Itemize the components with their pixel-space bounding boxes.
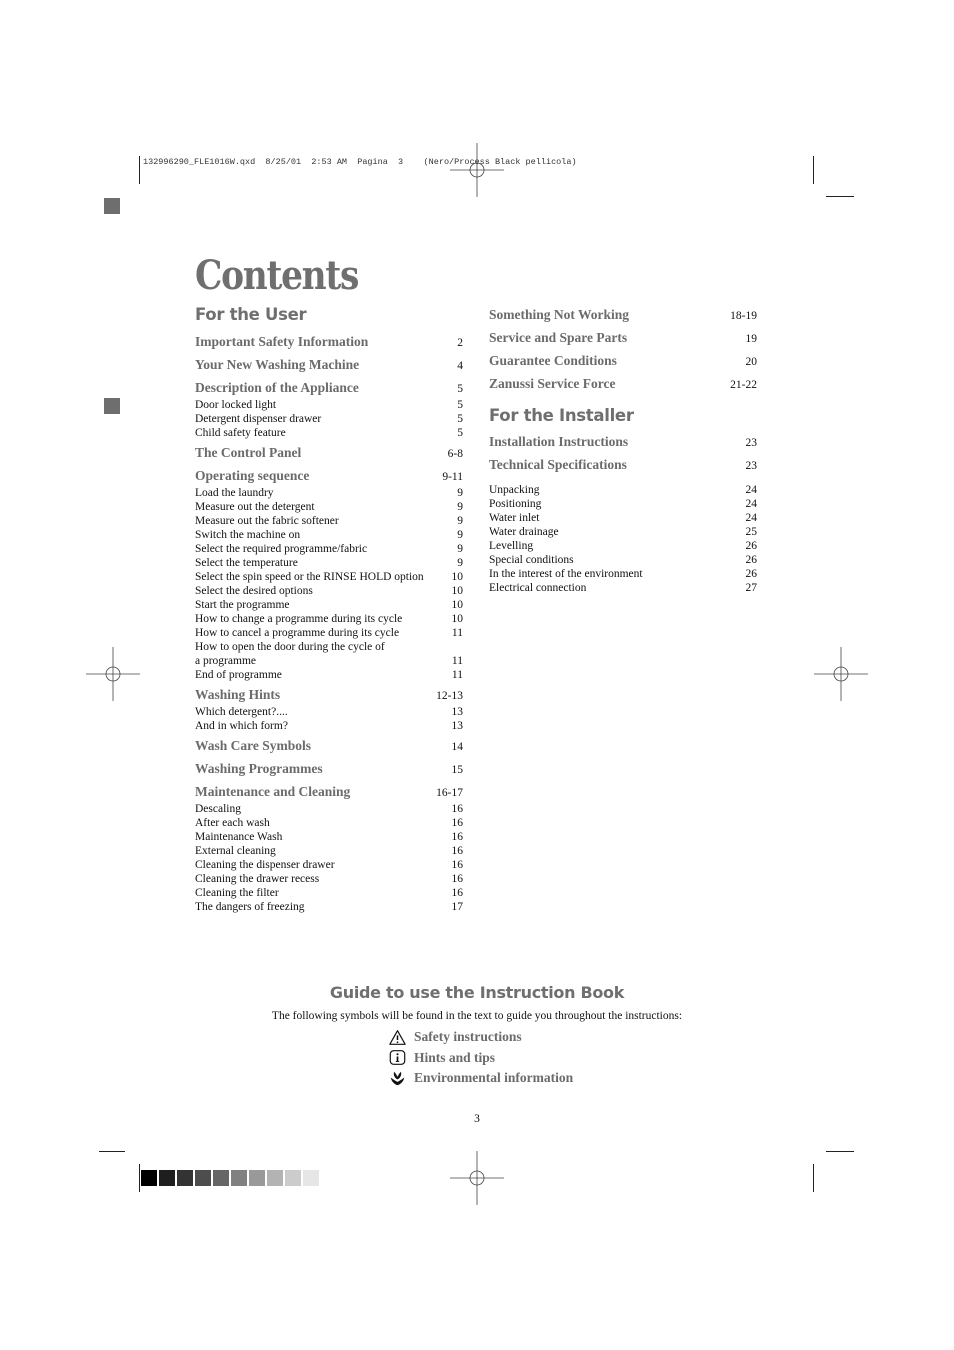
color-swatch: [231, 1170, 247, 1186]
toc-entry-title: Description of the Appliance: [195, 380, 359, 395]
toc-entry-title: Detergent dispenser drawer: [195, 413, 322, 425]
toc-page-number: 23: [745, 460, 757, 472]
toc-entry-title: Unpacking: [489, 484, 540, 496]
toc-item-row: [489, 567, 757, 581]
registration-mark-icon: [450, 143, 504, 197]
section-heading: For the User: [195, 305, 307, 324]
toc-group: [195, 783, 463, 914]
print-slug: 132996290_FLE1016W.qxd 8/25/01 2:53 AM Pagina 3 (Nero/Process Black pellicola): [143, 157, 577, 167]
toc-entry-title: Descaling: [195, 803, 241, 815]
toc-entry-title: Switch the machine on: [195, 529, 301, 541]
toc-item-row: [195, 486, 463, 500]
toc-heading-row: [489, 352, 757, 371]
toc-heading-row: [489, 456, 757, 475]
toc-page-number: 21-22: [730, 379, 757, 391]
toc-page-number: 9: [457, 557, 463, 569]
toc-page-number: 4: [457, 360, 463, 372]
registration-mark-icon: [86, 647, 140, 701]
legend-item: [389, 1048, 573, 1069]
toc-heading-row: [195, 737, 463, 756]
toc-item-row: [195, 626, 463, 640]
toc-entry-title: Cleaning the dispenser drawer: [195, 859, 335, 871]
toc-item-row: [489, 525, 757, 539]
right-column: [489, 306, 757, 595]
symbol-legend: [389, 1027, 573, 1089]
toc-entry-title: Installation Instructions: [489, 434, 629, 449]
toc-entry-title: Maintenance and Cleaning: [195, 784, 351, 799]
guide-title: Guide to use the Instruction Book: [329, 983, 625, 1002]
toc-page-number: 16: [451, 845, 463, 857]
toc-page-number: 5: [457, 427, 463, 439]
toc-page-number: 26: [745, 554, 757, 566]
color-swatch: [213, 1170, 229, 1186]
toc-item-row: [195, 830, 463, 844]
legend-label: Environmental information: [414, 1070, 574, 1086]
toc-entry-title: After each wash: [195, 817, 270, 829]
toc-page-number: 16: [451, 859, 463, 871]
legend-label: Hints and tips: [414, 1049, 496, 1065]
color-swatch: [285, 1170, 301, 1186]
toc-entry-title: Start the programme: [195, 599, 290, 611]
toc-entry-title: In the interest of the environment: [489, 568, 643, 580]
toc-item-row: [195, 570, 463, 584]
toc-entry-title: Maintenance Wash: [195, 831, 283, 843]
toc-page-number: 5: [457, 413, 463, 425]
toc-group: [195, 737, 463, 756]
toc-item-row: [195, 398, 463, 412]
toc-item-row: [195, 719, 463, 733]
crop-mark: [139, 1164, 140, 1192]
toc-entry-title: Something Not Working: [489, 307, 630, 322]
toc-item-row: [195, 654, 463, 668]
section-heading: For the Installer: [489, 406, 634, 425]
toc-page-number: 23: [745, 437, 757, 449]
legend-item: [389, 1027, 573, 1048]
toc-heading-row: [195, 356, 463, 375]
toc-entry-title: Select the spin speed or the RINSE HOLD option: [195, 571, 424, 583]
toc-group: [195, 356, 463, 375]
toc-heading-row: [195, 686, 463, 705]
toc-heading-row: [489, 329, 757, 348]
toc-item-row: [195, 844, 463, 858]
crop-mark: [826, 196, 854, 197]
toc-page-number: 17: [451, 901, 463, 913]
toc-item-row: [489, 497, 757, 511]
toc-heading-row: [195, 760, 463, 779]
flower-icon: [389, 1070, 406, 1087]
toc-page-number: 9: [457, 501, 463, 513]
toc-item-row: [195, 816, 463, 830]
toc-entry-title: Service and Spare Parts: [489, 330, 628, 345]
toc-entry-title: The Control Panel: [195, 445, 302, 460]
toc-page-number: 10: [451, 571, 463, 583]
toc-page-number: 19: [745, 333, 757, 345]
color-swatch: [267, 1170, 283, 1186]
toc-entry-title: Select the temperature: [195, 557, 298, 569]
toc-entry-title: And in which form?: [195, 720, 288, 732]
toc-entry-title: Select the required programme/fabric: [195, 543, 368, 555]
toc-page-number: 5: [457, 383, 463, 395]
support-toc-list: [489, 306, 757, 394]
toc-page-number: 26: [745, 568, 757, 580]
toc-group: [195, 379, 463, 440]
toc-entry-title: Technical Specifications: [489, 457, 627, 472]
toc-page-number: 12-13: [436, 690, 463, 702]
crop-mark: [826, 1151, 854, 1152]
toc-page-number: 11: [451, 669, 463, 681]
toc-entry-title: How to cancel a programme during its cycle: [195, 627, 400, 639]
toc-heading-row: [195, 783, 463, 802]
toc-page-number: 9: [457, 543, 463, 555]
color-swatch: [141, 1170, 157, 1186]
toc-item-row: [195, 640, 463, 654]
toc-item-row: [195, 705, 463, 719]
toc-page-number: 2: [457, 337, 463, 349]
toc-page-number: 20: [745, 356, 757, 368]
page-number: 3: [474, 1113, 480, 1125]
toc-page-number: 15: [451, 764, 463, 776]
toc-item-row: [195, 900, 463, 914]
toc-heading-row: [195, 379, 463, 398]
toc-heading-row: [195, 467, 463, 486]
toc-entry-title: Important Safety Information: [195, 334, 369, 349]
toc-entry-title: a programme: [195, 655, 256, 667]
toc-entry-title: Levelling: [489, 540, 534, 552]
toc-page-number: 9: [457, 487, 463, 499]
color-swatch: [303, 1170, 319, 1186]
toc-item-row: [195, 598, 463, 612]
toc-entry-title: Electrical connection: [489, 582, 587, 594]
toc-entry-title: Wash Care Symbols: [195, 738, 312, 753]
toc-heading-row: [195, 333, 463, 352]
color-swatch: [159, 1170, 175, 1186]
toc-page-number: 10: [451, 613, 463, 625]
toc-entry-title: Operating sequence: [195, 468, 310, 483]
toc-page-number: 9: [457, 529, 463, 541]
guide-description: The following symbols will be found in the text to guide you throughout the instructions:: [271, 1010, 683, 1022]
toc-item-row: [195, 858, 463, 872]
crop-mark: [813, 156, 814, 184]
toc-page-number: 24: [745, 512, 757, 524]
toc-item-row: [489, 511, 757, 525]
toc-item-row: [195, 886, 463, 900]
crop-mark: [139, 156, 140, 184]
toc-page-number: 16: [451, 873, 463, 885]
toc-item-row: [195, 500, 463, 514]
toc-group: [195, 467, 463, 682]
toc-page-number: 16: [451, 803, 463, 815]
toc-entry-title: How to open the door during the cycle of: [195, 641, 385, 653]
toc-heading-row: [489, 433, 757, 452]
toc-entry-title: Washing Programmes: [195, 761, 323, 776]
toc-entry-title: Cleaning the drawer recess: [195, 873, 320, 885]
toc-entry-title: Zanussi Service Force: [489, 376, 616, 391]
user-toc-list: [195, 333, 463, 914]
toc-group: [195, 686, 463, 733]
toc-item-row: [195, 802, 463, 816]
toc-page-number: 25: [745, 526, 757, 538]
toc-page-number: 24: [745, 498, 757, 510]
toc-page-number: 9-11: [442, 471, 463, 483]
toc-entry-title: How to change a programme during its cycle: [195, 613, 403, 625]
toc-heading-row: [195, 444, 463, 463]
toc-heading-row: [489, 306, 757, 325]
toc-group: [195, 760, 463, 779]
toc-item-row: [489, 581, 757, 595]
toc-page-number: 13: [451, 720, 463, 732]
toc-item-row: [489, 539, 757, 553]
toc-page-number: 6-8: [447, 448, 463, 460]
toc-item-row: [195, 542, 463, 556]
toc-entry-title: Which detergent?....: [195, 706, 288, 718]
color-swatch: [177, 1170, 193, 1186]
installer-toc-list: [489, 433, 757, 475]
toc-item-row: [195, 872, 463, 886]
page-title: Contents: [195, 252, 359, 299]
toc-entry-title: Water inlet: [489, 512, 540, 524]
toc-entry-title: External cleaning: [195, 845, 276, 857]
toc-page-number: 27: [745, 582, 757, 594]
warning-triangle-icon: [389, 1029, 406, 1046]
toc-entry-title: Water drainage: [489, 526, 559, 538]
toc-item-row: [195, 668, 463, 682]
toc-item-row: [195, 612, 463, 626]
registration-mark-icon: [814, 647, 868, 701]
toc-page-number: 16-17: [436, 787, 463, 799]
page-marker: [104, 198, 120, 214]
toc-entry-title: Select the desired options: [195, 585, 313, 597]
toc-page-number: 18-19: [730, 310, 757, 322]
toc-page-number: 11: [451, 655, 463, 667]
toc-entry-title: End of programme: [195, 669, 282, 681]
legend-item: [389, 1068, 573, 1089]
toc-item-row: [195, 412, 463, 426]
toc-entry-title: Special conditions: [489, 554, 574, 566]
toc-entry-title: Positioning: [489, 498, 542, 510]
crop-mark: [813, 1164, 814, 1192]
toc-entry-title: Measure out the detergent: [195, 501, 315, 513]
toc-page-number: 16: [451, 817, 463, 829]
toc-page-number: 10: [451, 599, 463, 611]
toc-item-row: [195, 426, 463, 440]
color-swatch: [195, 1170, 211, 1186]
toc-page-number: 16: [451, 887, 463, 899]
color-swatch: [249, 1170, 265, 1186]
toc-page-number: 11: [451, 627, 463, 639]
toc-page-number: 5: [457, 399, 463, 411]
toc-item-row: [489, 483, 757, 497]
toc-item-row: [195, 528, 463, 542]
toc-entry-title: Guarantee Conditions: [489, 353, 617, 368]
toc-item-row: [195, 584, 463, 598]
toc-heading-row: [489, 375, 757, 394]
legend-label: Safety instructions: [414, 1029, 522, 1045]
toc-entry-title: Cleaning the filter: [195, 887, 279, 899]
toc-entry-title: Child safety feature: [195, 427, 286, 439]
info-icon: [389, 1049, 406, 1066]
registration-mark-icon: [450, 1151, 504, 1205]
toc-entry-title: Measure out the fabric softener: [195, 515, 339, 527]
color-bar: [141, 1170, 321, 1186]
toc-entry-title: Load the laundry: [195, 487, 274, 499]
toc-entry-title: The dangers of freezing: [195, 901, 305, 913]
toc-entry-title: Washing Hints: [195, 687, 281, 702]
crop-mark: [99, 1151, 125, 1152]
toc-entry-title: Door locked light: [195, 399, 277, 411]
toc-group: [195, 333, 463, 352]
toc-page-number: 9: [457, 515, 463, 527]
toc-item-row: [195, 556, 463, 570]
toc-page-number: 10: [451, 585, 463, 597]
toc-page-number: 14: [451, 741, 463, 753]
toc-item-row: [489, 553, 757, 567]
toc-group: [195, 444, 463, 463]
toc-item-row: [195, 514, 463, 528]
toc-page-number: 26: [745, 540, 757, 552]
toc-page-number: 16: [451, 831, 463, 843]
page-marker: [104, 398, 120, 414]
toc-page-number: 13: [451, 706, 463, 718]
toc-entry-title: Your New Washing Machine: [195, 357, 360, 372]
toc-page-number: 24: [745, 484, 757, 496]
installer-items-list: [489, 483, 757, 595]
user-section: [195, 305, 463, 914]
